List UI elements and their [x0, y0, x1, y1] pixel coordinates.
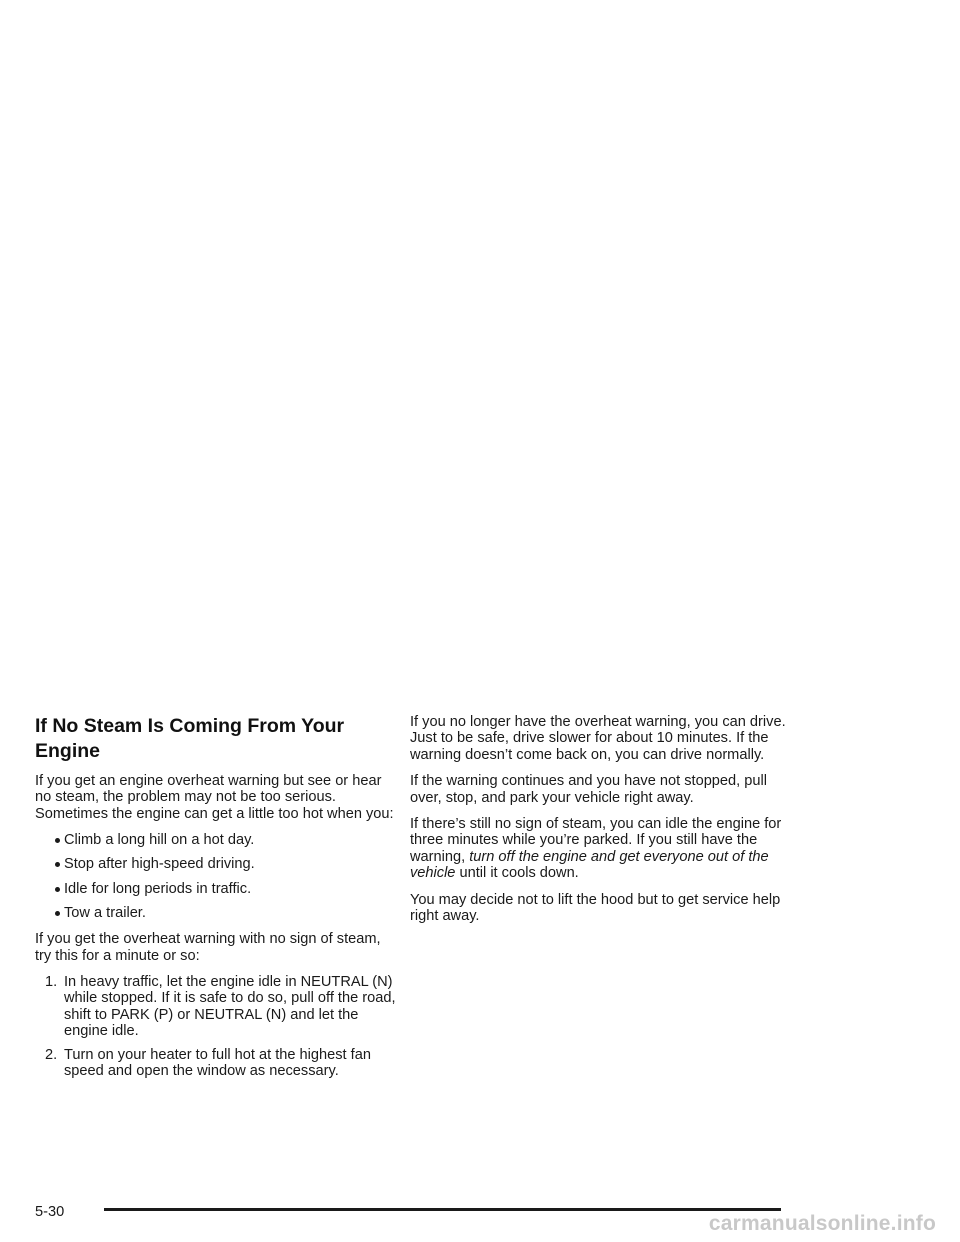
paragraph-idle-end: until it cools down.: [455, 865, 579, 882]
step-number: 2.: [45, 1046, 58, 1063]
list-item: [35, 881, 397, 897]
left-column: [35, 714, 397, 1086]
warning-instruction: turn off the engine and get everyone out of the vehicle: [410, 848, 769, 882]
steps-list: [35, 974, 397, 1079]
footer-divider: [104, 1208, 781, 1211]
page-number: 5-30: [35, 1204, 65, 1220]
right-column: [410, 714, 790, 934]
step-number: 1.: [45, 974, 58, 991]
conditions-list: [35, 832, 397, 921]
lead-in-paragraph: If you get the overheat warning with no sign of steam, try this for a minute or so:: [35, 931, 381, 964]
bullet-icon: [55, 838, 60, 843]
step-text: In heavy traffic, let the engine idle in NEUTRAL (N) while stopped. If it is safe to do so, pull off the road, shift to PARK (P) or NEUTRAL (N) and let the engine idle.: [64, 974, 396, 1040]
list-item: [35, 832, 397, 848]
paragraph-idle-start: If there’s still no sign of steam, you can idle the engine for three minutes while you’re parked. If you still have the warning,: [410, 816, 782, 865]
paragraph-service: You may decide not to lift the hood but to get service help right away.: [410, 891, 781, 925]
list-item-text: Idle for long periods in traffic.: [64, 880, 252, 897]
section-heading: If No Steam Is Coming From Your Engine: [35, 715, 345, 762]
list-item: [35, 856, 397, 872]
bullet-icon: [55, 887, 60, 892]
paragraph-drive: If you no longer have the overheat warning, you can drive. Just to be safe, drive slower for about 10 minutes. If the warning doesn’t come back on, you can drive normally.: [410, 714, 786, 763]
watermark: carmanualsonline.info: [708, 1212, 936, 1235]
list-item-text: Stop after high-speed driving.: [64, 856, 255, 873]
step-text: Turn on your heater to full hot at the highest fan speed and open the window as necessary.: [64, 1046, 371, 1080]
step-item: [35, 974, 397, 1040]
paragraph-idle-engine: [410, 816, 790, 882]
list-item: [35, 905, 397, 921]
step-item: [35, 1047, 397, 1080]
bullet-icon: [55, 911, 60, 916]
bullet-icon: [55, 862, 60, 867]
list-item-text: Climb a long hill on a hot day.: [64, 832, 255, 849]
intro-paragraph: If you get an engine overheat warning but see or hear no steam, the problem may not be too serious. Sometimes the engine can get a little too hot when you:: [35, 773, 394, 822]
list-item-text: Tow a trailer.: [64, 904, 146, 921]
paragraph-pull-over: If the warning continues and you have not stopped, pull over, stop, and park your vehicle right away.: [410, 773, 767, 806]
